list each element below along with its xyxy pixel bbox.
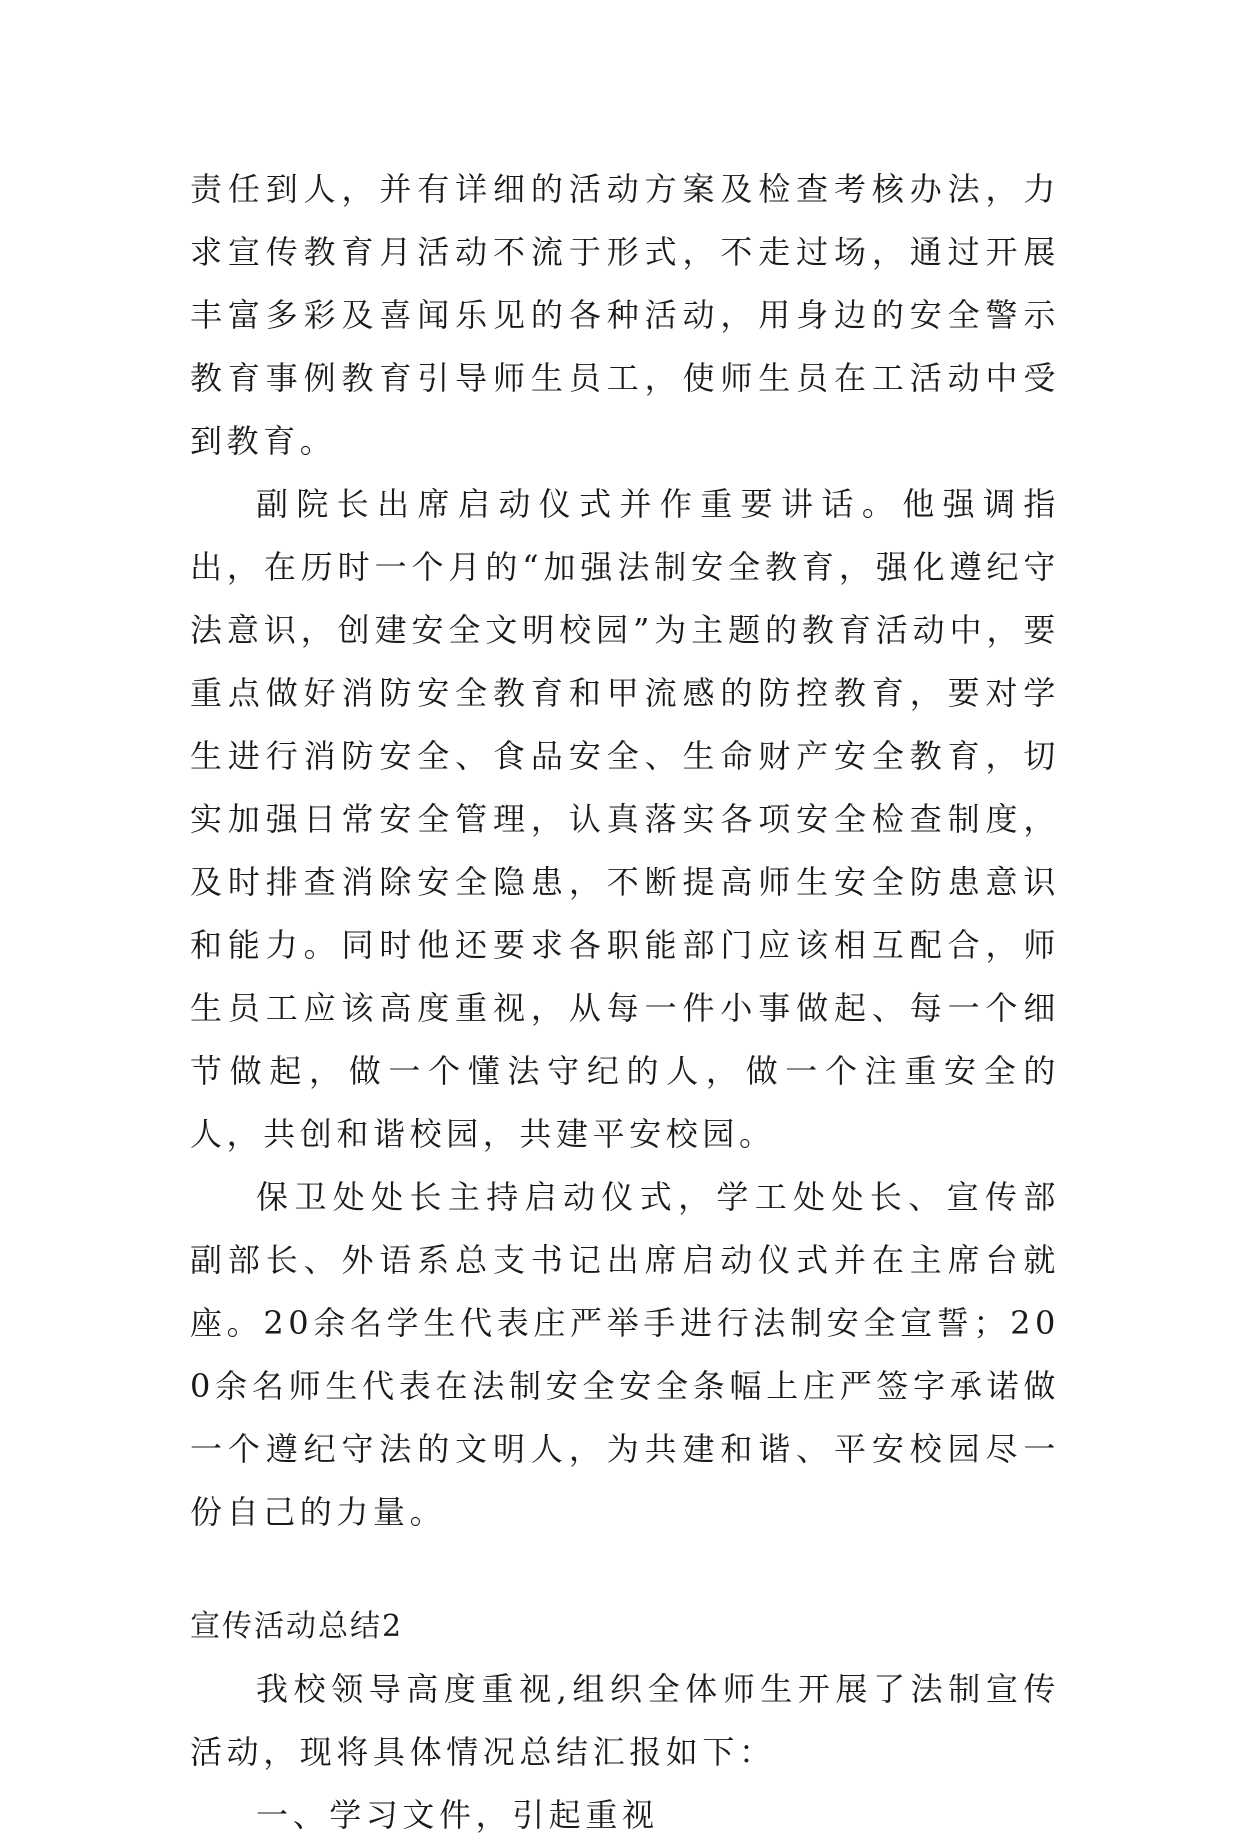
paragraph-subheading-study: 一、学习文件，引起重视 (256, 1796, 659, 1834)
paragraph-ceremony: 保卫处处长主持启动仪式，学工处处长、宣传部副部长、外语系总支书记出席启动仪式并在主席台就座。20余名学生代表庄严举手进行法制安全宣誓；200余名师生代表在法制安全安全条幅上庄严签字承诺做一个遵纪守法的文明人，为共建和谐、平安校园尽一份自己的力量。 (190, 1178, 1060, 1531)
document-body (190, 158, 1060, 1847)
section-gap (190, 1544, 1060, 1595)
paragraph-summary-intro: 我校领导高度重视,组织全体师生开展了法制宣传活动，现将具体情况总结汇报如下： (190, 1670, 1060, 1771)
paragraph-responsibility: 责任到人，并有详细的活动方案及检查考核办法，力求宣传教育月活动不流于形式，不走过场，通过开展丰富多彩及喜闻乐见的各种活动，用身边的安全警示教育事例教育引导师生员工，使师生员在工活动中受到教育。 (190, 170, 1060, 460)
paragraph-vice-dean-speech: 副院长出席启动仪式并作重要讲话。他强调指出，在历时一个月的“加强法制安全教育，强化遵纪守法意识，创建安全文明校园”为主题的教育活动中，要重点做好消防安全教育和甲流感的防控教育，要对学生进行消防安全、食品安全、生命财产安全教育，切实加强日常安全管理，认真落实各项安全检查制度，及时排查消除安全隐患，不断提高师生安全防患意识和能力。同时他还要求各职能部门应该相互配合，师生员工应该高度重视，从每一件小事做起、每一个细节做起，做一个懂法守纪的人，做一个注重安全的人，共创和谐校园，共建平安校园。 (190, 485, 1060, 1153)
section-title: 宣传活动总结2 (190, 1609, 404, 1644)
